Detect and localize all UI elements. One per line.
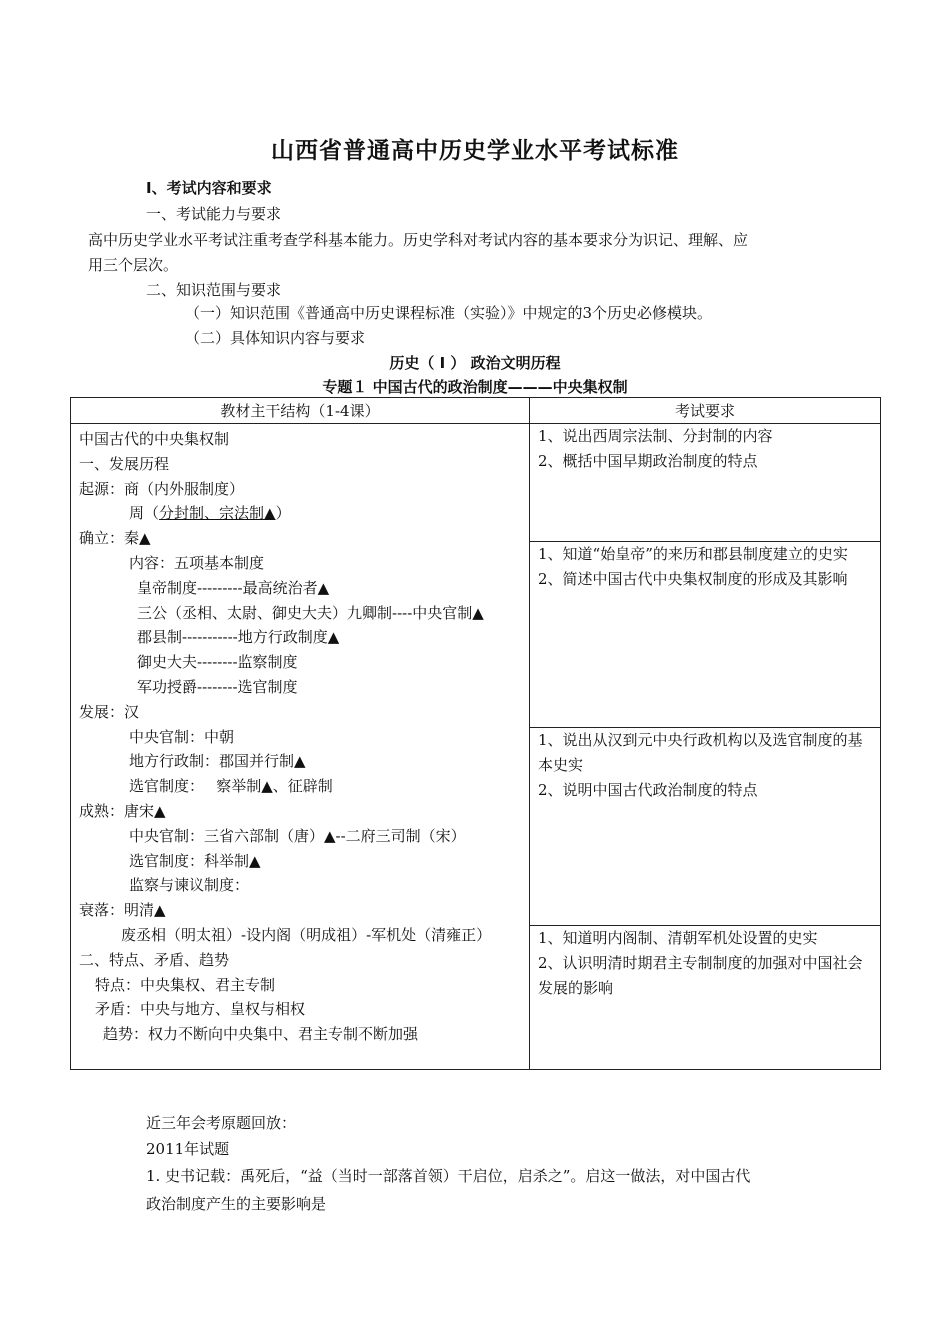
topic-title: 专题１ 中国古代的政治制度———中央集权制 bbox=[322, 378, 628, 396]
part2-item-1: （一）知识范围《普通高中历史课程标准（实验）》中规定的3个历史必修模块。 bbox=[185, 304, 713, 322]
list-item: 御史大夫--------监察制度 bbox=[137, 653, 298, 672]
page-title: 山西省普通高中历史学业水平考试标准 bbox=[271, 137, 679, 164]
requirement-item: 1、说出西周宗法制、分封制的内容 bbox=[538, 427, 773, 445]
part1-paragraph-line2: 用三个层次。 bbox=[88, 256, 179, 274]
header-textbook-structure: 教材主干结构（1-4课） bbox=[71, 398, 530, 424]
table-header-row bbox=[71, 398, 881, 424]
list-item: 矛盾：中央与地方、皇权与相权 bbox=[95, 1000, 306, 1019]
review-heading: 近三年会考原题回放： bbox=[146, 1114, 297, 1132]
requirement-item: 2、说明中国古代政治制度的特点 bbox=[538, 781, 758, 799]
list-item: 确立：秦▲ bbox=[79, 529, 151, 548]
requirement-item: 2、认识明清时期君主专制制度的加强对中国社会发展的影响 bbox=[538, 954, 863, 997]
list-item: 趋势：权力不断向中央集中、君主专制不断加强 bbox=[103, 1025, 419, 1044]
requirements-cell-2 bbox=[530, 542, 881, 728]
part1-paragraph-line1: 高中历史学业水平考试注重考查学科基本能力。历史学科对考试内容的基本要求分为识记、理解、应 bbox=[88, 231, 749, 249]
review-year: 2011年试题 bbox=[146, 1140, 230, 1158]
question-1-line1: 1. 史书记载：禹死后，“益（当时一部落首领）干启位，启杀之”。启这一做法，对中国古代 bbox=[146, 1167, 751, 1185]
list-item: 郡县制-----------地方行政制度▲ bbox=[137, 628, 340, 647]
part2-item-2: （二）具体知识内容与要求 bbox=[185, 329, 366, 347]
list-item-prefix: 周（ bbox=[129, 504, 160, 523]
list-item-suffix: ） bbox=[275, 504, 291, 523]
list-item: 特点：中央集权、君主专制 bbox=[95, 975, 276, 994]
table-row bbox=[71, 424, 881, 542]
list-item bbox=[79, 501, 523, 526]
requirements-cell-3 bbox=[530, 728, 881, 926]
header-exam-requirements: 考试要求 bbox=[530, 398, 881, 424]
list-item: 衰落：明清▲ bbox=[79, 901, 166, 920]
part2-heading: 二、知识范围与要求 bbox=[146, 281, 282, 299]
list-item: 军功授爵--------选官制度 bbox=[137, 677, 298, 696]
list-item: 选官制度：科举制▲ bbox=[129, 851, 261, 870]
knowledge-table bbox=[70, 397, 881, 1070]
requirement-item: 1、知道明内阁制、清朝军机处设置的史实 bbox=[538, 929, 818, 947]
list-item: 中央官制：中朝 bbox=[129, 727, 235, 746]
textbook-structure-cell bbox=[71, 424, 530, 1070]
list-item: 一、发展历程 bbox=[79, 454, 170, 473]
requirement-item: 2、简述中国古代中央集权制度的形成及其影响 bbox=[538, 570, 848, 588]
requirement-item: 2、概括中国早期政治制度的特点 bbox=[538, 452, 758, 470]
requirements-cell-1 bbox=[530, 424, 881, 542]
underlined-text: 分封制、宗法制▲ bbox=[159, 504, 276, 523]
list-item: 地方行政制：郡国并行制▲ bbox=[129, 752, 306, 771]
list-item: 皇帝制度---------最高统治者▲ bbox=[137, 578, 330, 597]
requirement-item: 1、说出从汉到元中央行政机构以及选官制度的基本史实 bbox=[538, 731, 863, 774]
requirement-item: 1、知道“始皇帝”的来历和郡县制度建立的史实 bbox=[538, 545, 848, 563]
list-item: 废丞相（明太祖）-设内阁（明成祖）-军机处（清雍正） bbox=[121, 925, 492, 944]
section-heading: Ⅰ、考试内容和要求 bbox=[146, 179, 272, 197]
list-item: 内容：五项基本制度 bbox=[129, 553, 265, 572]
list-item: 成熟：唐宋▲ bbox=[79, 801, 166, 820]
list-item: 发展：汉 bbox=[79, 702, 140, 721]
question-1-line2: 政治制度产生的主要影响是 bbox=[146, 1195, 327, 1213]
list-item: 三公（丞相、太尉、御史大夫）九卿制----中央官制▲ bbox=[137, 603, 484, 622]
part1-heading: 一、考试能力与要求 bbox=[146, 205, 282, 223]
module-title: 历史（ Ⅰ ） 政治文明历程 bbox=[389, 354, 561, 372]
requirements-cell-4 bbox=[530, 926, 881, 1070]
list-item: 选官制度： 察举制▲、征辟制 bbox=[129, 777, 333, 796]
list-item: 中国古代的中央集权制 bbox=[79, 430, 230, 448]
list-item: 起源：商（内外服制度） bbox=[79, 479, 245, 498]
list-item: 二、特点、矛盾、趋势 bbox=[79, 950, 230, 969]
list-item: 中央官制：三省六部制（唐）▲--二府三司制（宋） bbox=[129, 826, 466, 845]
list-item: 监察与谏议制度： bbox=[129, 876, 250, 895]
